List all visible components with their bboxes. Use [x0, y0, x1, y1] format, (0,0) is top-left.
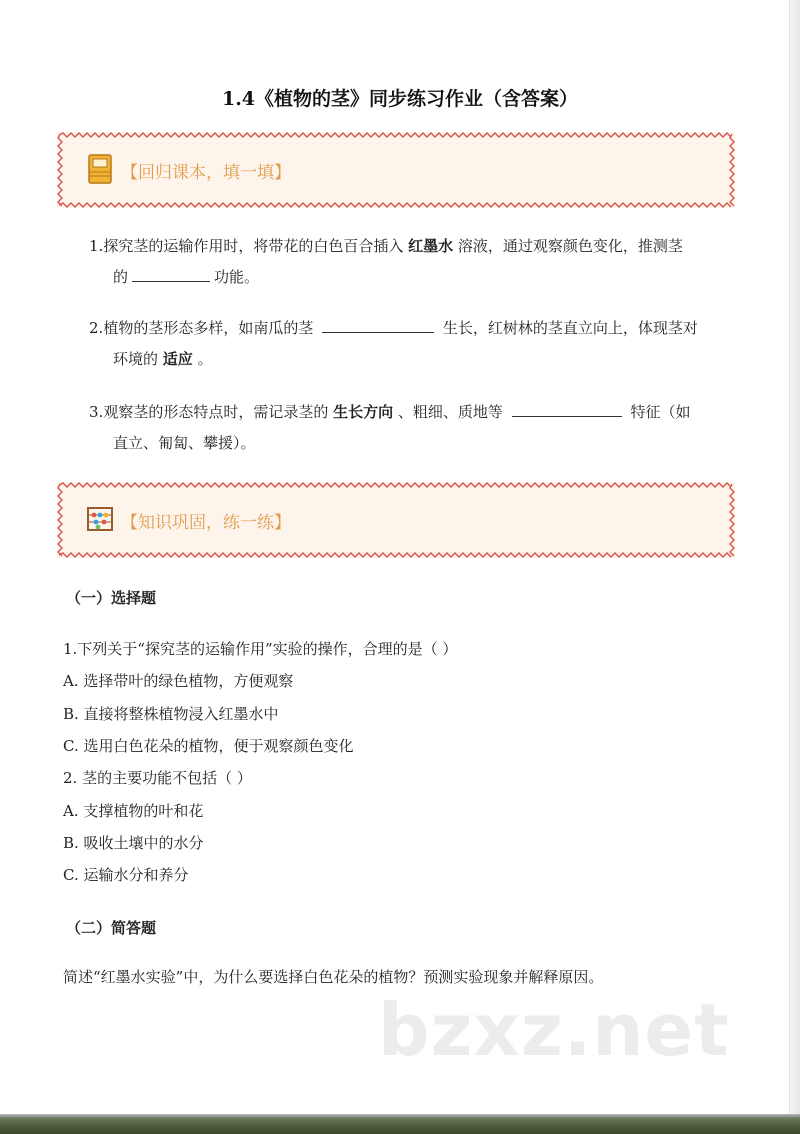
banner-label-2: 【知识巩固，练一练】 — [121, 513, 291, 533]
page-edge — [789, 0, 800, 1134]
mc-option: A. 选择带叶的绿色植物，方便观察 — [63, 672, 294, 690]
fill-question-2: 2.植物的茎形态多样，如南瓜的茎 生长，红树林的茎直立向上，体现茎对 环境的 适应 。 — [89, 313, 739, 375]
section-heading-choice: （一）选择题 — [66, 589, 157, 607]
mc-option: C. 运输水分和养分 — [63, 866, 189, 884]
banner-label-1: 【回归课本，填一填】 — [121, 163, 291, 183]
section-heading-short-answer: （二）简答题 — [66, 919, 157, 937]
mc-option: B. 直接将整株植物浸入红墨水中 — [63, 705, 279, 723]
page-title: 1.4《植物的茎》同步练习作业（含答案） — [221, 88, 579, 110]
answer-blank[interactable] — [322, 314, 434, 333]
fill-question-3: 3.观察茎的形态特点时，需记录茎的 生长方向 、粗细、质地等 特征（如 直立、匍匐、攀援）。 — [89, 397, 739, 459]
mc-question-1: 1.下列关于“探究茎的运输作用”实验的操作，合理的是（ ） — [63, 640, 458, 658]
fill-question-1: 1.探究茎的运输作用时，将带花的白色百合插入 红墨水 溶液，通过观察颜色变化，推测茎 的 功能。 — [89, 237, 683, 286]
answer-blank[interactable] — [512, 398, 622, 417]
short-answer-question: 简述“红墨水实验”中，为什么要选择白色花朵的植物？预测实验现象并解释原因。 — [63, 968, 604, 986]
abacus-icon — [87, 504, 113, 534]
mc-option: C. 选用白色花朵的植物，便于观察颜色变化 — [63, 737, 354, 755]
notebook-icon — [87, 154, 113, 184]
section-banner-1 — [57, 132, 735, 208]
mc-question-2: 2. 茎的主要功能不包括（ ） — [63, 769, 252, 787]
mc-option: A. 支撑植物的叶和花 — [63, 802, 204, 820]
bottom-image-strip — [0, 1114, 800, 1134]
mc-option: B. 吸收土壤中的水分 — [63, 834, 204, 852]
section-banner-2 — [57, 482, 735, 558]
answer-blank[interactable] — [132, 263, 210, 282]
watermark: bzxz.net — [378, 988, 730, 1072]
